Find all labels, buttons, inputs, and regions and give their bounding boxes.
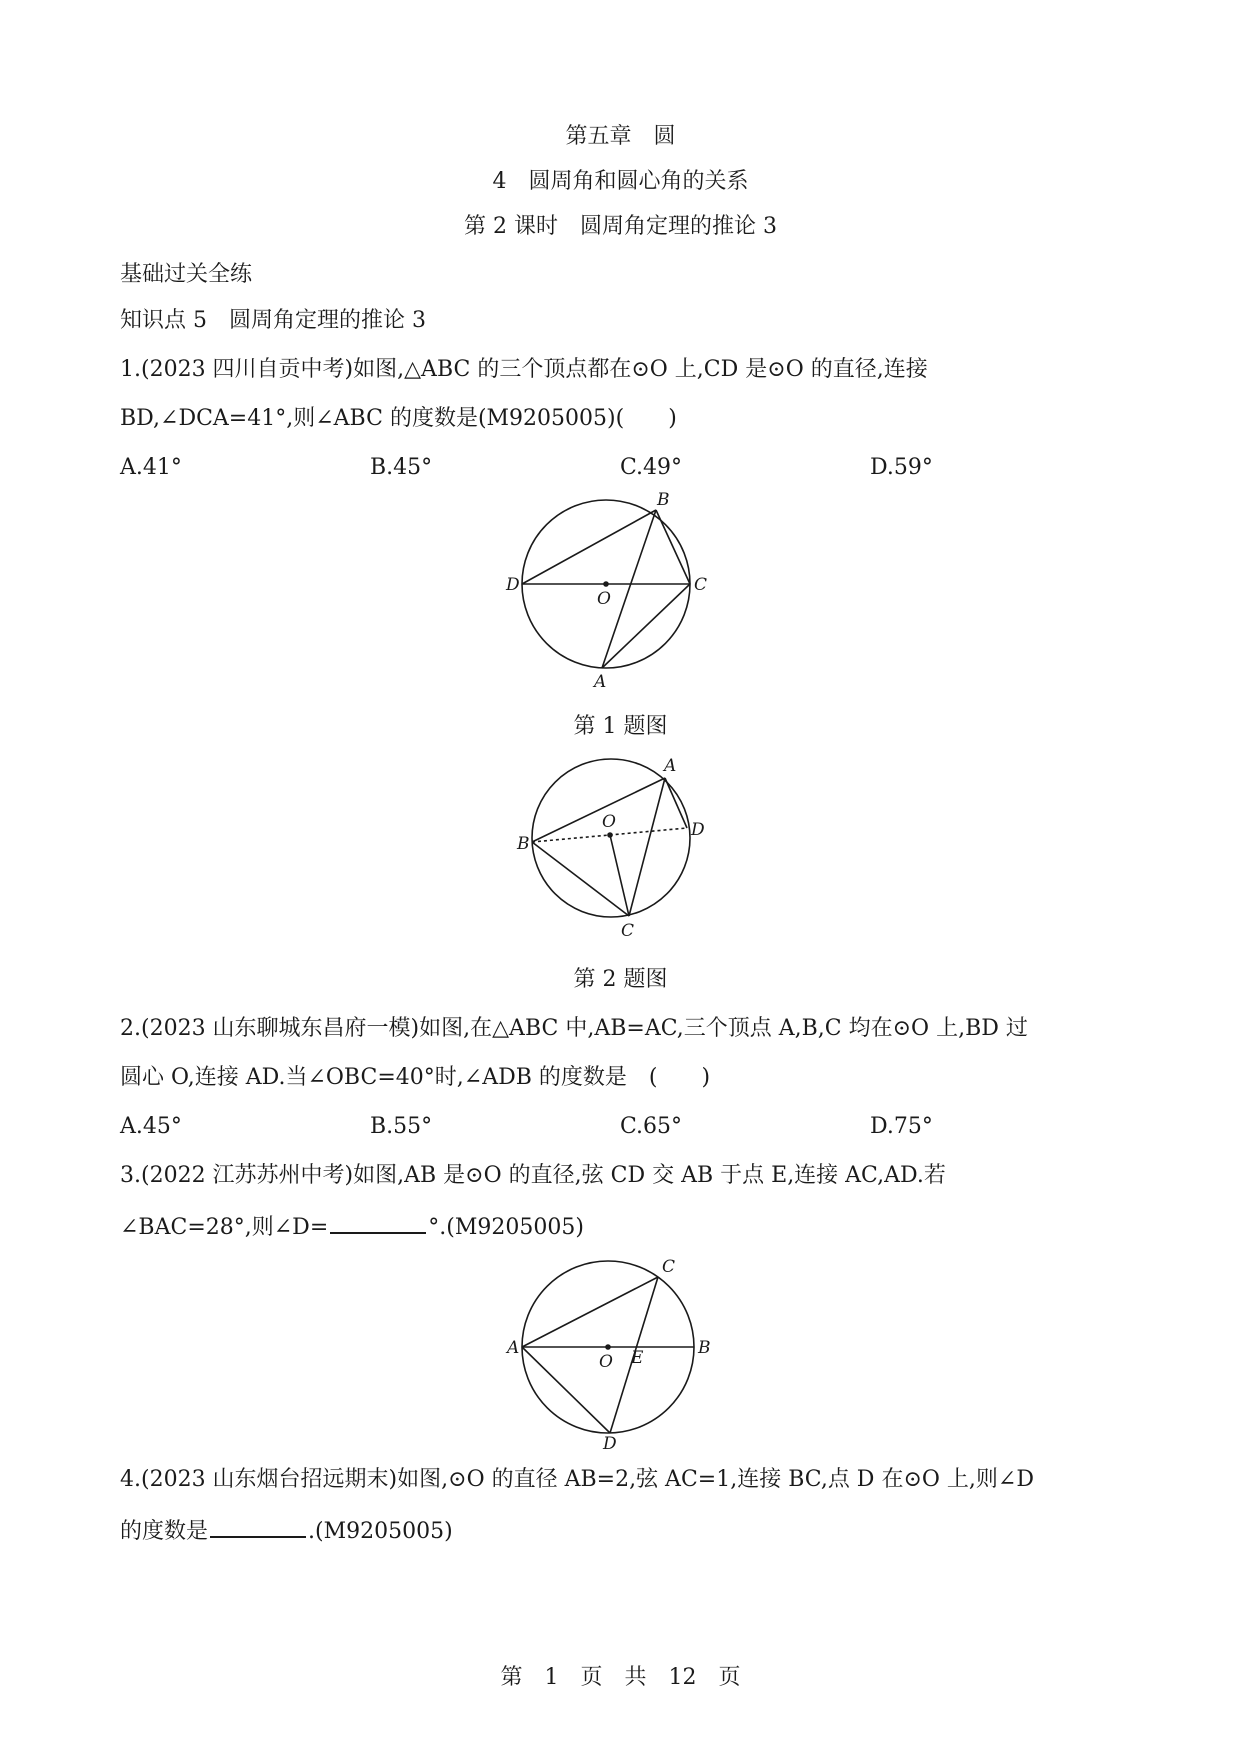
q2-choice-c: C.65° [620, 1114, 683, 1139]
q2-choice-d: D.75° [870, 1114, 933, 1139]
q1-label-b: B [657, 490, 670, 510]
q4-answer-blank[interactable] [210, 1514, 306, 1538]
q2-label-o: O [602, 812, 616, 832]
q3-figure [500, 1245, 740, 1450]
q2-text-line2: 圆心 O,连接 AD.当∠OBC=40°时,∠ADB 的度数是 ( ) [120, 1065, 711, 1090]
q1-label-a: A [594, 672, 607, 690]
q1-choice-d: D.59° [870, 455, 933, 480]
q3-answer-blank[interactable] [330, 1210, 426, 1234]
q1-chord-db [522, 510, 656, 584]
q2-center-dot [607, 832, 613, 838]
q3-label-o: O [599, 1352, 613, 1372]
q3-label-c: C [662, 1257, 676, 1277]
q2-choice-a: A.45° [120, 1114, 182, 1139]
q2-chord-ba [532, 778, 665, 842]
q1-choices [120, 453, 1120, 483]
page-footer: 第 1 页 共 12 页 [500, 1665, 741, 1690]
q2-figure-caption: 第 2 题图 [573, 967, 668, 992]
q3-text-line2 [120, 1210, 584, 1243]
q4-text-line2-start: 的度数是 [120, 1519, 209, 1544]
q2-figure [505, 755, 725, 940]
q1-center-dot [603, 581, 609, 587]
q1-label-d: D [506, 575, 520, 595]
q3-chord-ac [522, 1277, 658, 1347]
q1-chord-bc [656, 510, 690, 584]
q3-label-a: A [507, 1338, 520, 1358]
q1-choice-c: C.49° [620, 455, 683, 480]
lesson-title: 第 2 课时 圆周角定理的推论 3 [464, 214, 777, 239]
q2-chord-ac [629, 778, 665, 916]
q2-text-line1: 2.(2023 山东聊城东昌府一模)如图,在△ABC 中,AB=AC,三个顶点 A,B,C 均在⊙O 上,BD 过 [120, 1016, 1028, 1041]
q3-text-line2-end: °.(M9205005) [428, 1215, 584, 1240]
q3-text-line2-start: ∠BAC=28°,则∠D= [120, 1215, 329, 1240]
q3-chord-ad [522, 1347, 610, 1433]
knowledge-point: 知识点 5 圆周角定理的推论 3 [120, 308, 426, 333]
q1-text-line2: BD,∠DCA=41°,则∠ABC 的度数是(M9205005)( ) [120, 406, 677, 431]
q2-label-a: A [664, 756, 677, 776]
q3-label-e: E [631, 1348, 644, 1368]
q3-label-b: B [698, 1338, 711, 1358]
q1-label-o: O [597, 589, 611, 609]
q4-text-line2-end: .(M9205005) [308, 1519, 453, 1544]
q1-figure [500, 490, 740, 690]
chapter-title: 第五章 圆 [565, 124, 676, 149]
q2-choice-b: B.55° [370, 1114, 433, 1139]
q3-label-d: D [603, 1434, 617, 1450]
practice-title: 基础过关全练 [120, 262, 253, 287]
q1-choice-b: B.45° [370, 455, 433, 480]
q1-figure-caption: 第 1 题图 [573, 714, 668, 739]
q3-text-line1: 3.(2022 江苏苏州中考)如图,AB 是⊙O 的直径,弦 CD 交 AB 于点 E,连接 AC,AD.若 [120, 1163, 946, 1188]
q2-label-c: C [621, 921, 635, 940]
q1-text-line1: 1.(2023 四川自贡中考)如图,△ABC 的三个顶点都在⊙O 上,CD 是⊙O 的直径,连接 [120, 357, 928, 382]
q3-center-dot [605, 1344, 611, 1350]
q1-label-c: C [694, 575, 708, 595]
q4-text-line2 [120, 1514, 453, 1547]
section-title: 4 圆周角和圆心角的关系 [492, 169, 749, 194]
q1-chord-ac [602, 584, 690, 668]
q1-choice-a: A.41° [120, 455, 182, 480]
q4-text-line1: 4.(2023 山东烟台招远期末)如图,⊙O 的直径 AB=2,弦 AC=1,连接 BC,点 D 在⊙O 上,则∠D [120, 1467, 1034, 1492]
q2-choices [120, 1112, 1120, 1142]
q2-label-b: B [517, 834, 530, 854]
q2-chord-ad [665, 778, 687, 828]
q2-label-d: D [691, 820, 705, 840]
